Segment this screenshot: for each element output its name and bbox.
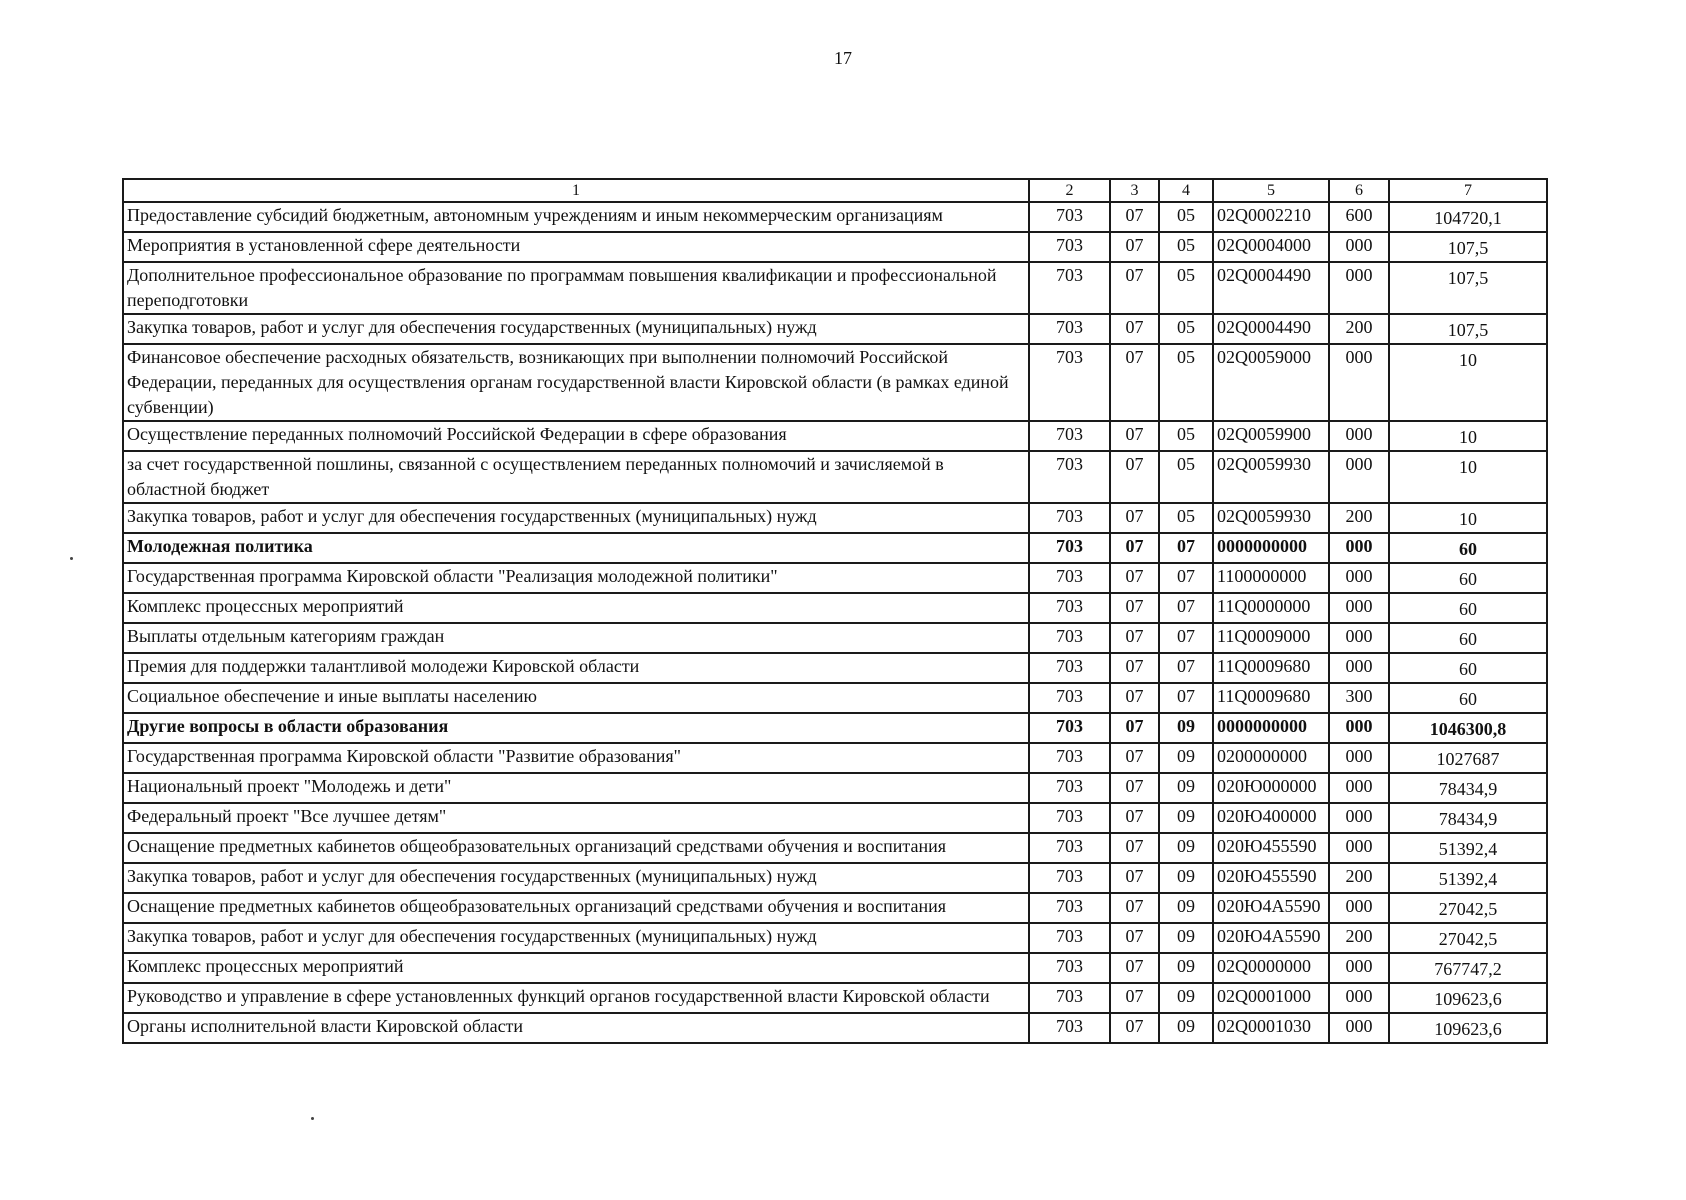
row-expense-type-cell: 200 (1329, 863, 1389, 893)
row-name-cell: Молодежная политика (123, 533, 1029, 563)
row-ved-cell: 703 (1029, 533, 1110, 563)
row-section-cell: 07 (1110, 314, 1159, 344)
row-subsection-cell: 07 (1159, 653, 1213, 683)
row-amount-cell: 27042,5 (1389, 923, 1547, 953)
row-subsection-cell: 09 (1159, 743, 1213, 773)
table-row (123, 863, 1547, 893)
row-target-code-cell: 02Q0001030 (1213, 1013, 1329, 1043)
row-name-cell: Мероприятия в установленной сфере деятельности (123, 232, 1029, 262)
row-subsection-cell: 09 (1159, 833, 1213, 863)
row-target-code-cell: 020Ю4А5590 (1213, 893, 1329, 923)
row-target-code-cell: 02Q0059900 (1213, 421, 1329, 451)
row-amount-cell: 78434,9 (1389, 773, 1547, 803)
row-subsection-cell: 07 (1159, 623, 1213, 653)
row-target-code-cell: 11Q0009000 (1213, 623, 1329, 653)
row-section-cell: 07 (1110, 803, 1159, 833)
row-name-cell: Государственная программа Кировской области "Развитие образования" (123, 743, 1029, 773)
row-name-cell: Финансовое обеспечение расходных обязательств, возникающих при выполнении полномочий Российской Федерации, переданных для осуществления органам государственной власти Кировской области (в рамках единой субвенции) (123, 344, 1029, 421)
row-ved-cell: 703 (1029, 503, 1110, 533)
row-expense-type-cell: 300 (1329, 683, 1389, 713)
row-name-cell: Национальный проект "Молодежь и дети" (123, 773, 1029, 803)
header-cell: 1 (123, 179, 1029, 202)
row-ved-cell: 703 (1029, 344, 1110, 421)
row-target-code-cell: 1100000000 (1213, 563, 1329, 593)
row-name-cell: Закупка товаров, работ и услуг для обеспечения государственных (муниципальных) нужд (123, 314, 1029, 344)
table-row (123, 421, 1547, 451)
row-section-cell: 07 (1110, 773, 1159, 803)
scan-speck (70, 557, 73, 560)
row-expense-type-cell: 000 (1329, 743, 1389, 773)
row-section-cell: 07 (1110, 262, 1159, 314)
row-amount-cell: 107,5 (1389, 314, 1547, 344)
row-target-code-cell: 02Q0001000 (1213, 983, 1329, 1013)
row-ved-cell: 703 (1029, 202, 1110, 232)
row-subsection-cell: 09 (1159, 923, 1213, 953)
row-amount-cell: 767747,2 (1389, 953, 1547, 983)
row-amount-cell: 109623,6 (1389, 983, 1547, 1013)
row-amount-cell: 1046300,8 (1389, 713, 1547, 743)
row-name-cell: Комплекс процессных мероприятий (123, 593, 1029, 623)
header-cell: 4 (1159, 179, 1213, 202)
row-amount-cell: 60 (1389, 623, 1547, 653)
table-row (123, 953, 1547, 983)
row-target-code-cell: 02Q0059000 (1213, 344, 1329, 421)
row-ved-cell: 703 (1029, 451, 1110, 503)
row-target-code-cell: 02Q0004000 (1213, 232, 1329, 262)
row-name-cell: Оснащение предметных кабинетов общеобразовательных организаций средствами обучения и воспитания (123, 893, 1029, 923)
row-expense-type-cell: 000 (1329, 421, 1389, 451)
row-expense-type-cell: 000 (1329, 1013, 1389, 1043)
row-section-cell: 07 (1110, 653, 1159, 683)
row-target-code-cell: 02Q0004490 (1213, 262, 1329, 314)
row-target-code-cell: 02Q0059930 (1213, 451, 1329, 503)
row-subsection-cell: 05 (1159, 344, 1213, 421)
row-name-cell: Оснащение предметных кабинетов общеобразовательных организаций средствами обучения и воспитания (123, 833, 1029, 863)
row-amount-cell: 10 (1389, 503, 1547, 533)
table-row (123, 503, 1547, 533)
row-target-code-cell: 02Q0000000 (1213, 953, 1329, 983)
row-ved-cell: 703 (1029, 314, 1110, 344)
table-row (123, 743, 1547, 773)
row-name-cell: Закупка товаров, работ и услуг для обеспечения государственных (муниципальных) нужд (123, 923, 1029, 953)
row-expense-type-cell: 000 (1329, 623, 1389, 653)
row-target-code-cell: 0000000000 (1213, 533, 1329, 563)
row-amount-cell: 10 (1389, 421, 1547, 451)
table-row (123, 344, 1547, 421)
row-target-code-cell: 020Ю4А5590 (1213, 923, 1329, 953)
table-header-row (123, 179, 1547, 202)
row-subsection-cell: 09 (1159, 983, 1213, 1013)
row-ved-cell: 703 (1029, 803, 1110, 833)
row-section-cell: 07 (1110, 893, 1159, 923)
table-row (123, 893, 1547, 923)
table-row (123, 202, 1547, 232)
row-amount-cell: 60 (1389, 533, 1547, 563)
row-subsection-cell: 09 (1159, 863, 1213, 893)
row-ved-cell: 703 (1029, 863, 1110, 893)
row-expense-type-cell: 200 (1329, 503, 1389, 533)
row-subsection-cell: 05 (1159, 202, 1213, 232)
row-target-code-cell: 0200000000 (1213, 743, 1329, 773)
table-row (123, 593, 1547, 623)
row-amount-cell: 107,5 (1389, 232, 1547, 262)
row-section-cell: 07 (1110, 421, 1159, 451)
row-expense-type-cell: 000 (1329, 232, 1389, 262)
row-name-cell: Закупка товаров, работ и услуг для обеспечения государственных (муниципальных) нужд (123, 863, 1029, 893)
row-amount-cell: 60 (1389, 653, 1547, 683)
table-row (123, 314, 1547, 344)
row-ved-cell: 703 (1029, 421, 1110, 451)
row-ved-cell: 703 (1029, 893, 1110, 923)
row-expense-type-cell: 000 (1329, 451, 1389, 503)
row-target-code-cell: 02Q0002210 (1213, 202, 1329, 232)
row-section-cell: 07 (1110, 593, 1159, 623)
row-subsection-cell: 07 (1159, 683, 1213, 713)
row-ved-cell: 703 (1029, 773, 1110, 803)
table-row (123, 623, 1547, 653)
row-section-cell: 07 (1110, 743, 1159, 773)
header-cell: 2 (1029, 179, 1110, 202)
row-name-cell: Руководство и управление в сфере установленных функций органов государственной власти Кировской области (123, 983, 1029, 1013)
row-amount-cell: 78434,9 (1389, 803, 1547, 833)
row-target-code-cell: 020Ю000000 (1213, 773, 1329, 803)
row-subsection-cell: 09 (1159, 803, 1213, 833)
row-ved-cell: 703 (1029, 262, 1110, 314)
row-name-cell: Социальное обеспечение и иные выплаты населению (123, 683, 1029, 713)
row-expense-type-cell: 000 (1329, 653, 1389, 683)
row-subsection-cell: 05 (1159, 451, 1213, 503)
row-ved-cell: 703 (1029, 653, 1110, 683)
row-section-cell: 07 (1110, 232, 1159, 262)
table-row (123, 923, 1547, 953)
header-cell: 3 (1110, 179, 1159, 202)
row-target-code-cell: 11Q0009680 (1213, 653, 1329, 683)
row-subsection-cell: 09 (1159, 1013, 1213, 1043)
row-name-cell: Комплекс процессных мероприятий (123, 953, 1029, 983)
row-subsection-cell: 09 (1159, 713, 1213, 743)
table-row (123, 262, 1547, 314)
row-subsection-cell: 05 (1159, 262, 1213, 314)
row-subsection-cell: 09 (1159, 893, 1213, 923)
row-name-cell: Другие вопросы в области образования (123, 713, 1029, 743)
row-ved-cell: 703 (1029, 683, 1110, 713)
row-expense-type-cell: 000 (1329, 893, 1389, 923)
table-row (123, 683, 1547, 713)
row-target-code-cell: 11Q0009680 (1213, 683, 1329, 713)
row-target-code-cell: 020Ю455590 (1213, 833, 1329, 863)
row-name-cell: Федеральный проект "Все лучшее детям" (123, 803, 1029, 833)
row-expense-type-cell: 000 (1329, 533, 1389, 563)
row-amount-cell: 104720,1 (1389, 202, 1547, 232)
row-ved-cell: 703 (1029, 623, 1110, 653)
row-subsection-cell: 09 (1159, 953, 1213, 983)
row-name-cell: Закупка товаров, работ и услуг для обеспечения государственных (муниципальных) нужд (123, 503, 1029, 533)
row-section-cell: 07 (1110, 623, 1159, 653)
row-section-cell: 07 (1110, 451, 1159, 503)
table-row (123, 653, 1547, 683)
row-expense-type-cell: 000 (1329, 344, 1389, 421)
row-name-cell: Государственная программа Кировской области "Реализация молодежной политики" (123, 563, 1029, 593)
row-expense-type-cell: 200 (1329, 314, 1389, 344)
table-row (123, 713, 1547, 743)
row-amount-cell: 109623,6 (1389, 1013, 1547, 1043)
row-expense-type-cell: 000 (1329, 773, 1389, 803)
row-target-code-cell: 0000000000 (1213, 713, 1329, 743)
header-cell: 7 (1389, 179, 1547, 202)
row-ved-cell: 703 (1029, 713, 1110, 743)
row-target-code-cell: 020Ю400000 (1213, 803, 1329, 833)
row-target-code-cell: 02Q0004490 (1213, 314, 1329, 344)
row-ved-cell: 703 (1029, 953, 1110, 983)
table-row (123, 833, 1547, 863)
row-section-cell: 07 (1110, 833, 1159, 863)
row-ved-cell: 703 (1029, 743, 1110, 773)
row-expense-type-cell: 000 (1329, 983, 1389, 1013)
row-expense-type-cell: 000 (1329, 563, 1389, 593)
row-subsection-cell: 07 (1159, 563, 1213, 593)
table-row (123, 533, 1547, 563)
row-ved-cell: 703 (1029, 1013, 1110, 1043)
table-row (123, 983, 1547, 1013)
row-name-cell: Дополнительное профессиональное образование по программам повышения квалификации и профессиональной переподготовки (123, 262, 1029, 314)
row-expense-type-cell: 200 (1329, 923, 1389, 953)
row-subsection-cell: 07 (1159, 533, 1213, 563)
row-section-cell: 07 (1110, 563, 1159, 593)
row-section-cell: 07 (1110, 953, 1159, 983)
row-name-cell: Предоставление субсидий бюджетным, автономным учреждениям и иным некоммерческим организациям (123, 202, 1029, 232)
row-ved-cell: 703 (1029, 983, 1110, 1013)
row-name-cell: Премия для поддержки талантливой молодежи Кировской области (123, 653, 1029, 683)
row-ved-cell: 703 (1029, 923, 1110, 953)
row-amount-cell: 27042,5 (1389, 893, 1547, 923)
table-row (123, 232, 1547, 262)
row-expense-type-cell: 000 (1329, 953, 1389, 983)
row-amount-cell: 60 (1389, 593, 1547, 623)
row-target-code-cell: 02Q0059930 (1213, 503, 1329, 533)
row-subsection-cell: 05 (1159, 314, 1213, 344)
row-name-cell: Органы исполнительной власти Кировской области (123, 1013, 1029, 1043)
row-amount-cell: 60 (1389, 683, 1547, 713)
row-amount-cell: 1027687 (1389, 743, 1547, 773)
row-section-cell: 07 (1110, 533, 1159, 563)
row-section-cell: 07 (1110, 202, 1159, 232)
row-expense-type-cell: 000 (1329, 833, 1389, 863)
row-amount-cell: 51392,4 (1389, 863, 1547, 893)
row-ved-cell: 703 (1029, 563, 1110, 593)
row-expense-type-cell: 000 (1329, 713, 1389, 743)
row-section-cell: 07 (1110, 983, 1159, 1013)
row-subsection-cell: 07 (1159, 593, 1213, 623)
row-target-code-cell: 11Q0000000 (1213, 593, 1329, 623)
header-cell: 5 (1213, 179, 1329, 202)
row-expense-type-cell: 600 (1329, 202, 1389, 232)
row-amount-cell: 107,5 (1389, 262, 1547, 314)
row-name-cell: за счет государственной пошлины, связанной с осуществлением переданных полномочий и зачисляемой в областной бюджет (123, 451, 1029, 503)
row-target-code-cell: 020Ю455590 (1213, 863, 1329, 893)
row-expense-type-cell: 000 (1329, 803, 1389, 833)
row-subsection-cell: 09 (1159, 773, 1213, 803)
row-section-cell: 07 (1110, 344, 1159, 421)
row-subsection-cell: 05 (1159, 421, 1213, 451)
row-expense-type-cell: 000 (1329, 593, 1389, 623)
row-name-cell: Осуществление переданных полномочий Российской Федерации в сфере образования (123, 421, 1029, 451)
table-row (123, 1013, 1547, 1043)
row-expense-type-cell: 000 (1329, 262, 1389, 314)
row-section-cell: 07 (1110, 923, 1159, 953)
row-amount-cell: 10 (1389, 344, 1547, 421)
table-row (123, 451, 1547, 503)
row-section-cell: 07 (1110, 683, 1159, 713)
row-ved-cell: 703 (1029, 833, 1110, 863)
row-section-cell: 07 (1110, 503, 1159, 533)
header-cell: 6 (1329, 179, 1389, 202)
row-ved-cell: 703 (1029, 232, 1110, 262)
row-name-cell: Выплаты отдельным категориям граждан (123, 623, 1029, 653)
row-subsection-cell: 05 (1159, 232, 1213, 262)
row-section-cell: 07 (1110, 1013, 1159, 1043)
table-body (123, 179, 1547, 1043)
table-row (123, 773, 1547, 803)
row-amount-cell: 60 (1389, 563, 1547, 593)
scan-speck (311, 1117, 314, 1120)
row-amount-cell: 51392,4 (1389, 833, 1547, 863)
budget-table (122, 178, 1548, 1044)
row-ved-cell: 703 (1029, 593, 1110, 623)
row-subsection-cell: 05 (1159, 503, 1213, 533)
row-section-cell: 07 (1110, 863, 1159, 893)
row-section-cell: 07 (1110, 713, 1159, 743)
row-amount-cell: 10 (1389, 451, 1547, 503)
table-row (123, 563, 1547, 593)
page-number: 17 (834, 48, 852, 68)
table-row (123, 803, 1547, 833)
